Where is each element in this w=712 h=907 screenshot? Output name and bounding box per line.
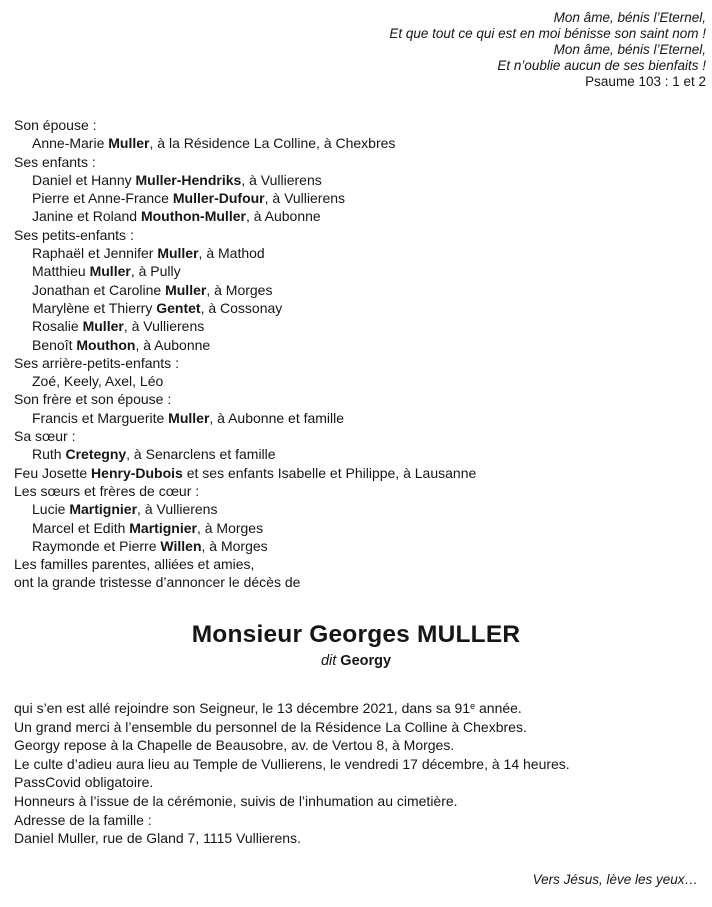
family-line bbox=[14, 153, 476, 171]
family-line bbox=[14, 464, 476, 482]
text-segment: , à Cossonay bbox=[200, 299, 283, 316]
epigraph-psalm-quote bbox=[389, 10, 706, 90]
family-line bbox=[14, 299, 476, 317]
family-line bbox=[14, 262, 476, 280]
family-name: Martignier bbox=[129, 519, 197, 536]
text-segment: Honneurs à l’issue de la cérémonie, suivis de l’inhumation au cimetière. bbox=[14, 792, 458, 809]
text-segment: Un grand merci à l’ensemble du personnel de la Résidence La Colline à Chexbres. bbox=[14, 718, 527, 735]
text-segment: et ses enfants Isabelle et Philippe, à Lausanne bbox=[182, 464, 477, 481]
text-segment: ont la grande tristesse d’annoncer le décès de bbox=[14, 574, 301, 591]
family-name: Muller-Dufour bbox=[172, 190, 265, 207]
family-line bbox=[14, 354, 476, 372]
text-segment: , à Vullierens bbox=[264, 190, 346, 207]
family-name: Willen bbox=[160, 537, 202, 554]
family-line bbox=[14, 409, 476, 427]
family-line bbox=[14, 189, 476, 207]
family-name: Muller bbox=[165, 281, 207, 298]
text-segment: Marylène et Thierry bbox=[32, 299, 157, 316]
text-segment: Matthieu bbox=[32, 263, 90, 280]
family-line bbox=[14, 244, 476, 262]
text-segment: Ruth bbox=[32, 446, 66, 463]
family-line bbox=[14, 555, 476, 573]
text-segment: Son épouse : bbox=[14, 117, 97, 133]
announcement-paragraphs bbox=[14, 697, 570, 848]
family-line bbox=[14, 519, 476, 537]
epigraph-line: Mon âme, bénis l’Eternel, bbox=[553, 42, 706, 57]
family-name: Muller bbox=[168, 409, 210, 426]
family-name: Cretegny bbox=[65, 446, 127, 463]
text-segment: Marcel et Edith bbox=[32, 519, 130, 536]
text-segment: Sa sœur : bbox=[14, 428, 76, 445]
text-segment: Janine et Roland bbox=[32, 208, 141, 225]
family-line bbox=[14, 226, 476, 244]
family-name: Henry-Dubois bbox=[91, 464, 183, 481]
text-segment: Zoé, Keely, Axel, Léo bbox=[32, 373, 164, 390]
announcement-line bbox=[14, 736, 570, 755]
text-segment: Ses enfants : bbox=[14, 153, 96, 170]
family-line bbox=[14, 372, 476, 390]
text-segment: Francis et Marguerite bbox=[32, 409, 169, 426]
family-line bbox=[14, 336, 476, 354]
text-segment: , à Pully bbox=[130, 263, 181, 280]
family-name: Martignier bbox=[69, 501, 138, 518]
text-segment: Anne-Marie bbox=[32, 135, 109, 152]
announcement-line bbox=[14, 697, 570, 718]
family-line bbox=[14, 427, 476, 445]
family-line bbox=[14, 171, 476, 189]
announcement-line bbox=[14, 829, 570, 848]
text-segment: , à Morges bbox=[196, 519, 264, 536]
ordinal-suffix: e bbox=[470, 701, 476, 711]
text-segment: , à Senarclens et famille bbox=[126, 446, 276, 463]
epigraph-line: Mon âme, bénis l’Eternel, bbox=[553, 10, 706, 25]
text-segment: Georgy repose à la Chapelle de Beausobre, av. de Vertou 8, à Morges. bbox=[14, 737, 455, 754]
text-segment: , à Aubonne bbox=[245, 208, 321, 225]
epigraph-line: Et n’oublie aucun de ses bienfaits ! bbox=[497, 58, 706, 73]
text-segment: Raymonde et Pierre bbox=[32, 537, 161, 554]
text-segment: , à Vullierens bbox=[241, 171, 322, 188]
deceased-alias bbox=[0, 652, 712, 670]
text-segment: , à Mathod bbox=[198, 245, 265, 262]
psalm-reference: Psaume 103 : 1 et 2 bbox=[585, 74, 706, 89]
family-line bbox=[14, 207, 476, 225]
family-list bbox=[14, 116, 476, 592]
text-segment: Feu Josette bbox=[14, 464, 92, 481]
family-name: Mouthon-Muller bbox=[140, 208, 246, 225]
text-segment: Raphaël et Jennifer bbox=[32, 245, 158, 262]
alias-prefix: dit bbox=[320, 653, 337, 669]
family-line bbox=[14, 390, 476, 408]
text-segment: Daniel Muller, rue de Gland 7, 1115 Vullierens. bbox=[14, 830, 301, 847]
announcement-line bbox=[14, 792, 570, 811]
family-line bbox=[14, 445, 476, 463]
family-name: Muller bbox=[89, 263, 131, 280]
family-line bbox=[14, 573, 476, 591]
text-segment: Benoît bbox=[32, 336, 77, 353]
text-segment: Lucie bbox=[32, 501, 70, 518]
text-segment: Les sœurs et frères de cœur : bbox=[14, 482, 200, 499]
family-line bbox=[14, 134, 476, 152]
epigraph-line: Et que tout ce qui est en moi bénisse son saint nom ! bbox=[389, 26, 706, 41]
announcement-line bbox=[14, 811, 570, 830]
family-name: Muller bbox=[108, 135, 150, 152]
family-line bbox=[14, 537, 476, 555]
text-segment: qui s’en est allé rejoindre son Seigneur, le 13 décembre 2021, dans sa 91 bbox=[14, 700, 471, 716]
family-name: Gentet bbox=[156, 299, 201, 316]
text-segment: , à la Résidence La Colline, à Chexbres bbox=[149, 135, 396, 152]
text-segment: , à Morges bbox=[201, 537, 268, 554]
announcement-line bbox=[14, 718, 570, 737]
title-block bbox=[0, 621, 712, 670]
family-line bbox=[14, 482, 476, 500]
text-segment: Le culte d’adieu aura lieu au Temple de Vullierens, le vendredi 17 décembre, à 14 heures. bbox=[14, 755, 570, 772]
text-segment: , à Aubonne bbox=[135, 336, 211, 353]
text-segment: Son frère et son épouse : bbox=[14, 391, 172, 408]
alias-name: Georgy bbox=[340, 653, 392, 669]
text-segment: Daniel et Hanny bbox=[32, 171, 136, 188]
text-segment: , à Vullierens bbox=[123, 318, 205, 335]
text-segment: Ses arrière-petits-enfants : bbox=[14, 354, 179, 371]
family-line bbox=[14, 116, 476, 134]
family-line bbox=[14, 500, 476, 518]
announcement-line bbox=[14, 773, 570, 792]
family-name: Muller-Hendriks bbox=[135, 171, 242, 188]
text-segment: , à Vullierens bbox=[137, 501, 218, 518]
closing-quote: Vers Jésus, lève les yeux… bbox=[532, 872, 698, 887]
family-name: Mouthon bbox=[76, 336, 136, 353]
text-segment: Jonathan et Caroline bbox=[32, 281, 166, 298]
text-segment: Les familles parentes, alliées et amies, bbox=[14, 556, 255, 573]
text-segment: , à Aubonne et famille bbox=[209, 409, 345, 426]
text-segment: Ses petits-enfants : bbox=[14, 226, 134, 243]
text-segment: , à Morges bbox=[206, 281, 273, 298]
text-segment: Adresse de la famille : bbox=[14, 811, 152, 828]
text-segment: Pierre et Anne-France bbox=[32, 190, 173, 207]
family-line bbox=[14, 317, 476, 335]
family-name: Muller bbox=[82, 318, 124, 335]
family-line bbox=[14, 281, 476, 299]
text-segment: Rosalie bbox=[32, 318, 83, 335]
announcement-line bbox=[14, 755, 570, 774]
deceased-name: Monsieur Georges MULLER bbox=[191, 621, 521, 648]
family-name: Muller bbox=[157, 245, 199, 262]
text-segment: PassCovid obligatoire. bbox=[14, 774, 154, 791]
text-segment: année. bbox=[475, 700, 522, 716]
